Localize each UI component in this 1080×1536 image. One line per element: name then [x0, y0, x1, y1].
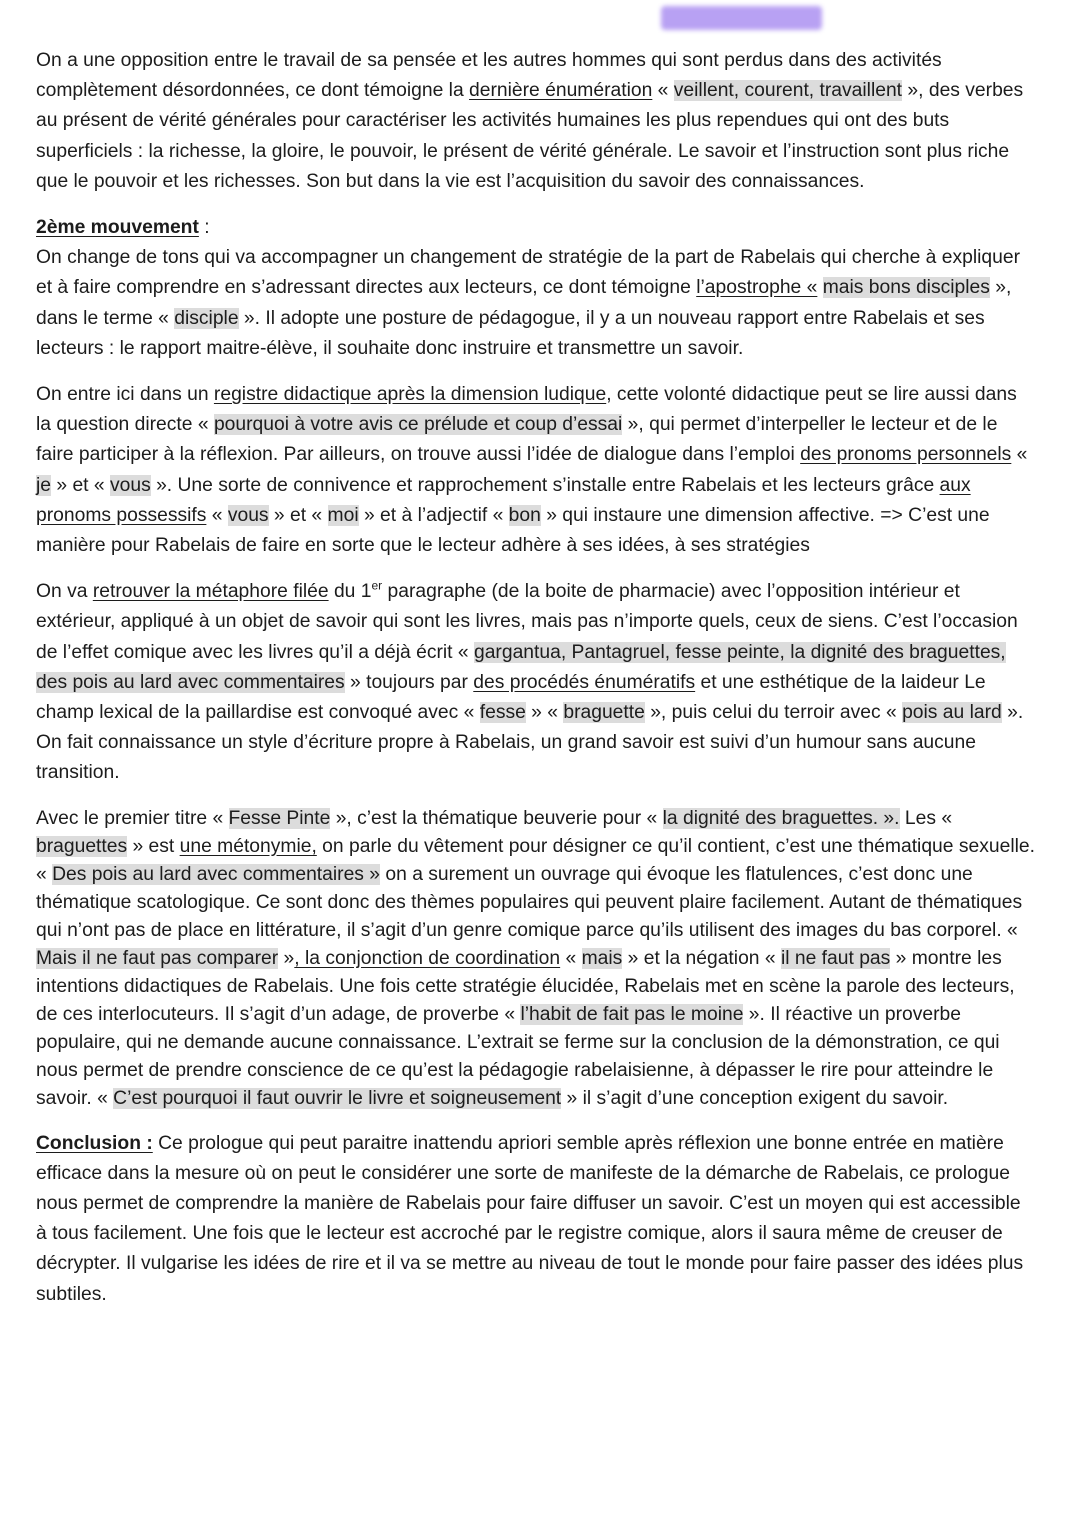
- text: » toujours par: [344, 671, 474, 693]
- text: et une esthétique de la laideur Le champ lexical de la paillardise est convoqué avec «: [36, 671, 986, 724]
- highlighted-quote: Des pois au lard avec commentaires »: [52, 863, 381, 885]
- paragraph-metaphor: [36, 577, 1036, 788]
- text: »: [278, 947, 295, 969]
- text: » il s’agit d’une conception exigent du savoir.: [561, 1087, 949, 1109]
- underlined-phrase: dernière énumération: [469, 80, 653, 102]
- underlined-phrase: registre didactique après la dimension ludique: [213, 384, 607, 406]
- highlighted-quote: la dignité des braguettes. ».: [662, 807, 900, 829]
- text: » et la négation «: [622, 947, 781, 969]
- text: » qui instaure une dimension affective. => C’est une manière pour Rabelais de faire en sorte que le lecteur adhère à ses idées, à ses stratégies: [36, 504, 990, 557]
- text: on parle du vêtement pour désigner ce qu’il contient, c’est une thématique sexuelle. «: [36, 835, 1035, 885]
- text: [817, 277, 822, 298]
- highlighted-quote: il ne faut pas: [780, 947, 891, 969]
- text: ». Il réactive un proverbe populaire, qui ne demande aucune connaissance. L’extrait se ferme sur la conclusion de la démonstration, ce qui nous permet de prendre conscience de ce qu’est la pédagogie rabelaisienne, à dépasser le rire pour atteindre le savoir. «: [36, 1003, 1000, 1109]
- text: » est: [127, 835, 180, 857]
- text: paragraphe (de la boite de pharmacie) avec l’opposition intérieur et extérieur, appliqué à un objet de savoir qui sont les livres, mais pas n’importe quels, ceux de siens. C’est l’occasion de l’effet comique avec les livres qu’il a déjà écrit «: [36, 581, 1018, 663]
- text: » «: [525, 702, 564, 724]
- highlighted-quote: disciple: [174, 307, 239, 329]
- underlined-phrase: des procédés énumératifs: [473, 671, 696, 693]
- text: » et à l’adjectif «: [358, 504, 509, 526]
- highlighter-mark: [661, 6, 822, 30]
- highlighted-quote: vous: [227, 504, 269, 526]
- underlined-phrase: une métonymie,: [179, 835, 317, 857]
- text: On entre ici dans un: [36, 384, 214, 406]
- text: du 1: [328, 581, 372, 603]
- text: », qui permet d’interpeller le lecteur et de le faire participer à la réflexion. Par ailleurs, on trouve aussi l’idée de dialogue dans l’emploi: [36, 414, 998, 466]
- text: », c’est la thématique beuverie pour «: [330, 807, 663, 829]
- highlighted-quote: mais: [581, 947, 623, 969]
- highlighted-quote: C’est pourquoi il faut ouvrir le livre et soigneusement: [113, 1087, 562, 1109]
- text: », dans le terme «: [36, 277, 1012, 329]
- paragraph-second-movement: [36, 213, 1036, 364]
- text: Ce prologue qui peut paraitre inattendu apriori semble après réflexion une bonne entrée en matière efficace dans la mesure où on peut le considérer une sorte de manifeste de la démarche de Rabelais, ce prologue nous permet de comprendre la manière de Rabelais pour faire diffuser un savoir. C’est un moyen qui est accessible à tous facilement. Une fois que le lecteur est accroché par le registre comique, alors il saura même de creuser de décrypter. Il vulgarise les idées de rire et il va se mettre au niveau de tout le monde pour faire passer des idées plus subtiles.: [36, 1132, 1024, 1305]
- text: On va: [36, 581, 93, 603]
- highlighted-quote: mais bons disciples: [822, 277, 990, 299]
- text: », puis celui du terroir avec «: [644, 702, 903, 724]
- paragraph-titles-analysis: [36, 805, 1036, 1113]
- text: », des verbes au présent de vérité générales pour caractériser les activités humaines les plus rependues qui ont des buts superficiels : la richesse, la gloire, le pouvoir, le présent de vérité générale. Le savoir et l’instruction sont plus riche que le pouvoir et les richesses. Son but dans la vie est l’acquisition du savoir des connaissances.: [36, 80, 1024, 192]
- highlighted-quote: veillent, courent, travaillent: [673, 80, 903, 102]
- text: «: [1011, 444, 1028, 466]
- superscript: er: [371, 578, 383, 593]
- highlighted-quote: moi: [327, 504, 359, 526]
- text: » et «: [51, 474, 110, 496]
- paragraph-opposition: [36, 46, 1036, 197]
- section-title: 2ème mouvement: [36, 217, 199, 239]
- highlighted-quote: Fesse Pinte: [228, 807, 331, 829]
- paragraph-conclusion: [36, 1129, 1036, 1310]
- text: «: [560, 947, 582, 969]
- text: :: [198, 217, 210, 239]
- highlighted-quote: braguette: [563, 702, 645, 724]
- document-page: [36, 46, 1036, 1326]
- paragraph-didactic-register: [36, 380, 1036, 561]
- highlighted-quote: je: [36, 474, 52, 496]
- highlighted-quote: pois au lard: [902, 702, 1002, 724]
- underlined-phrase: , la conjonction de coordination: [294, 947, 561, 969]
- text: On change de tons qui va accompagner un changement de stratégie de la part de Rabelais qui cherche à expliquer et à faire comprendre en s’adressant directes aux lecteurs, ce dont témoigne: [36, 247, 1020, 299]
- text: On a une opposition entre le travail de sa pensée et les autres hommes qui sont perdus dans des activités complètement désordonnées, ce dont témoigne la: [36, 50, 942, 102]
- highlighted-quote: pourquoi à votre avis ce prélude et coup d’essai: [213, 414, 623, 436]
- underlined-phrase: l’apostrophe «: [696, 277, 818, 299]
- text: on a surement un ouvrage qui évoque les flatulences, c’est donc une thématique scatologique. Ce sont donc des thèmes populaires qui peuvent plaire facilement. Autant de thématiques qui n’ont pas de place en littérature, il s’agit d’un genre comique parce qu’ils utilisent des images du bas corporel. «: [36, 863, 1023, 941]
- highlighted-quote: fesse: [479, 702, 526, 724]
- underlined-phrase: des pronoms personnels: [800, 444, 1012, 466]
- section-title: Conclusion :: [36, 1132, 153, 1154]
- underlined-phrase: retrouver la métaphore filée: [92, 581, 329, 603]
- highlighted-quote: braguettes: [36, 835, 128, 857]
- highlighted-quote: vous: [109, 474, 151, 496]
- underlined-phrase: aux pronoms possessifs: [36, 474, 971, 526]
- highlighted-quote: gargantua, Pantagruel, fesse peinte, la dignité des braguettes, des pois au lard avec commentaires: [36, 641, 1006, 693]
- text: » et «: [268, 504, 328, 526]
- text: Les «: [899, 807, 953, 829]
- text: ». Il adopte une posture de pédagogue, il y a un nouveau rapport entre Rabelais et ses lecteurs : le rapport maitre-élève, il souhaite donc instruire et transmettre un savoir.: [36, 307, 985, 359]
- text: , cette volonté didactique peut se lire aussi dans la question directe «: [36, 384, 1017, 436]
- highlighted-quote: bon: [508, 504, 541, 526]
- text: Avec le premier titre «: [36, 807, 229, 829]
- highlighted-quote: l’habit de fait pas le moine: [520, 1003, 744, 1025]
- text: «: [206, 504, 228, 526]
- text: «: [652, 80, 674, 102]
- text: ». On fait connaissance un style d’écriture propre à Rabelais, un grand savoir est suivi d’un humour sans aucune transition.: [36, 702, 1024, 784]
- text: » montre les intentions didactiques de Rabelais. Une fois cette stratégie élucidée, Rabelais met en scène la parole des lecteurs, de ces interlocuteurs. Il s’agit d’un adage, de proverbe «: [36, 947, 1015, 1025]
- highlighted-quote: Mais il ne faut pas comparer: [36, 947, 279, 969]
- text: ». Une sorte de connivence et rapprochement s’installe entre Rabelais et les lecteurs grâce: [150, 474, 940, 496]
